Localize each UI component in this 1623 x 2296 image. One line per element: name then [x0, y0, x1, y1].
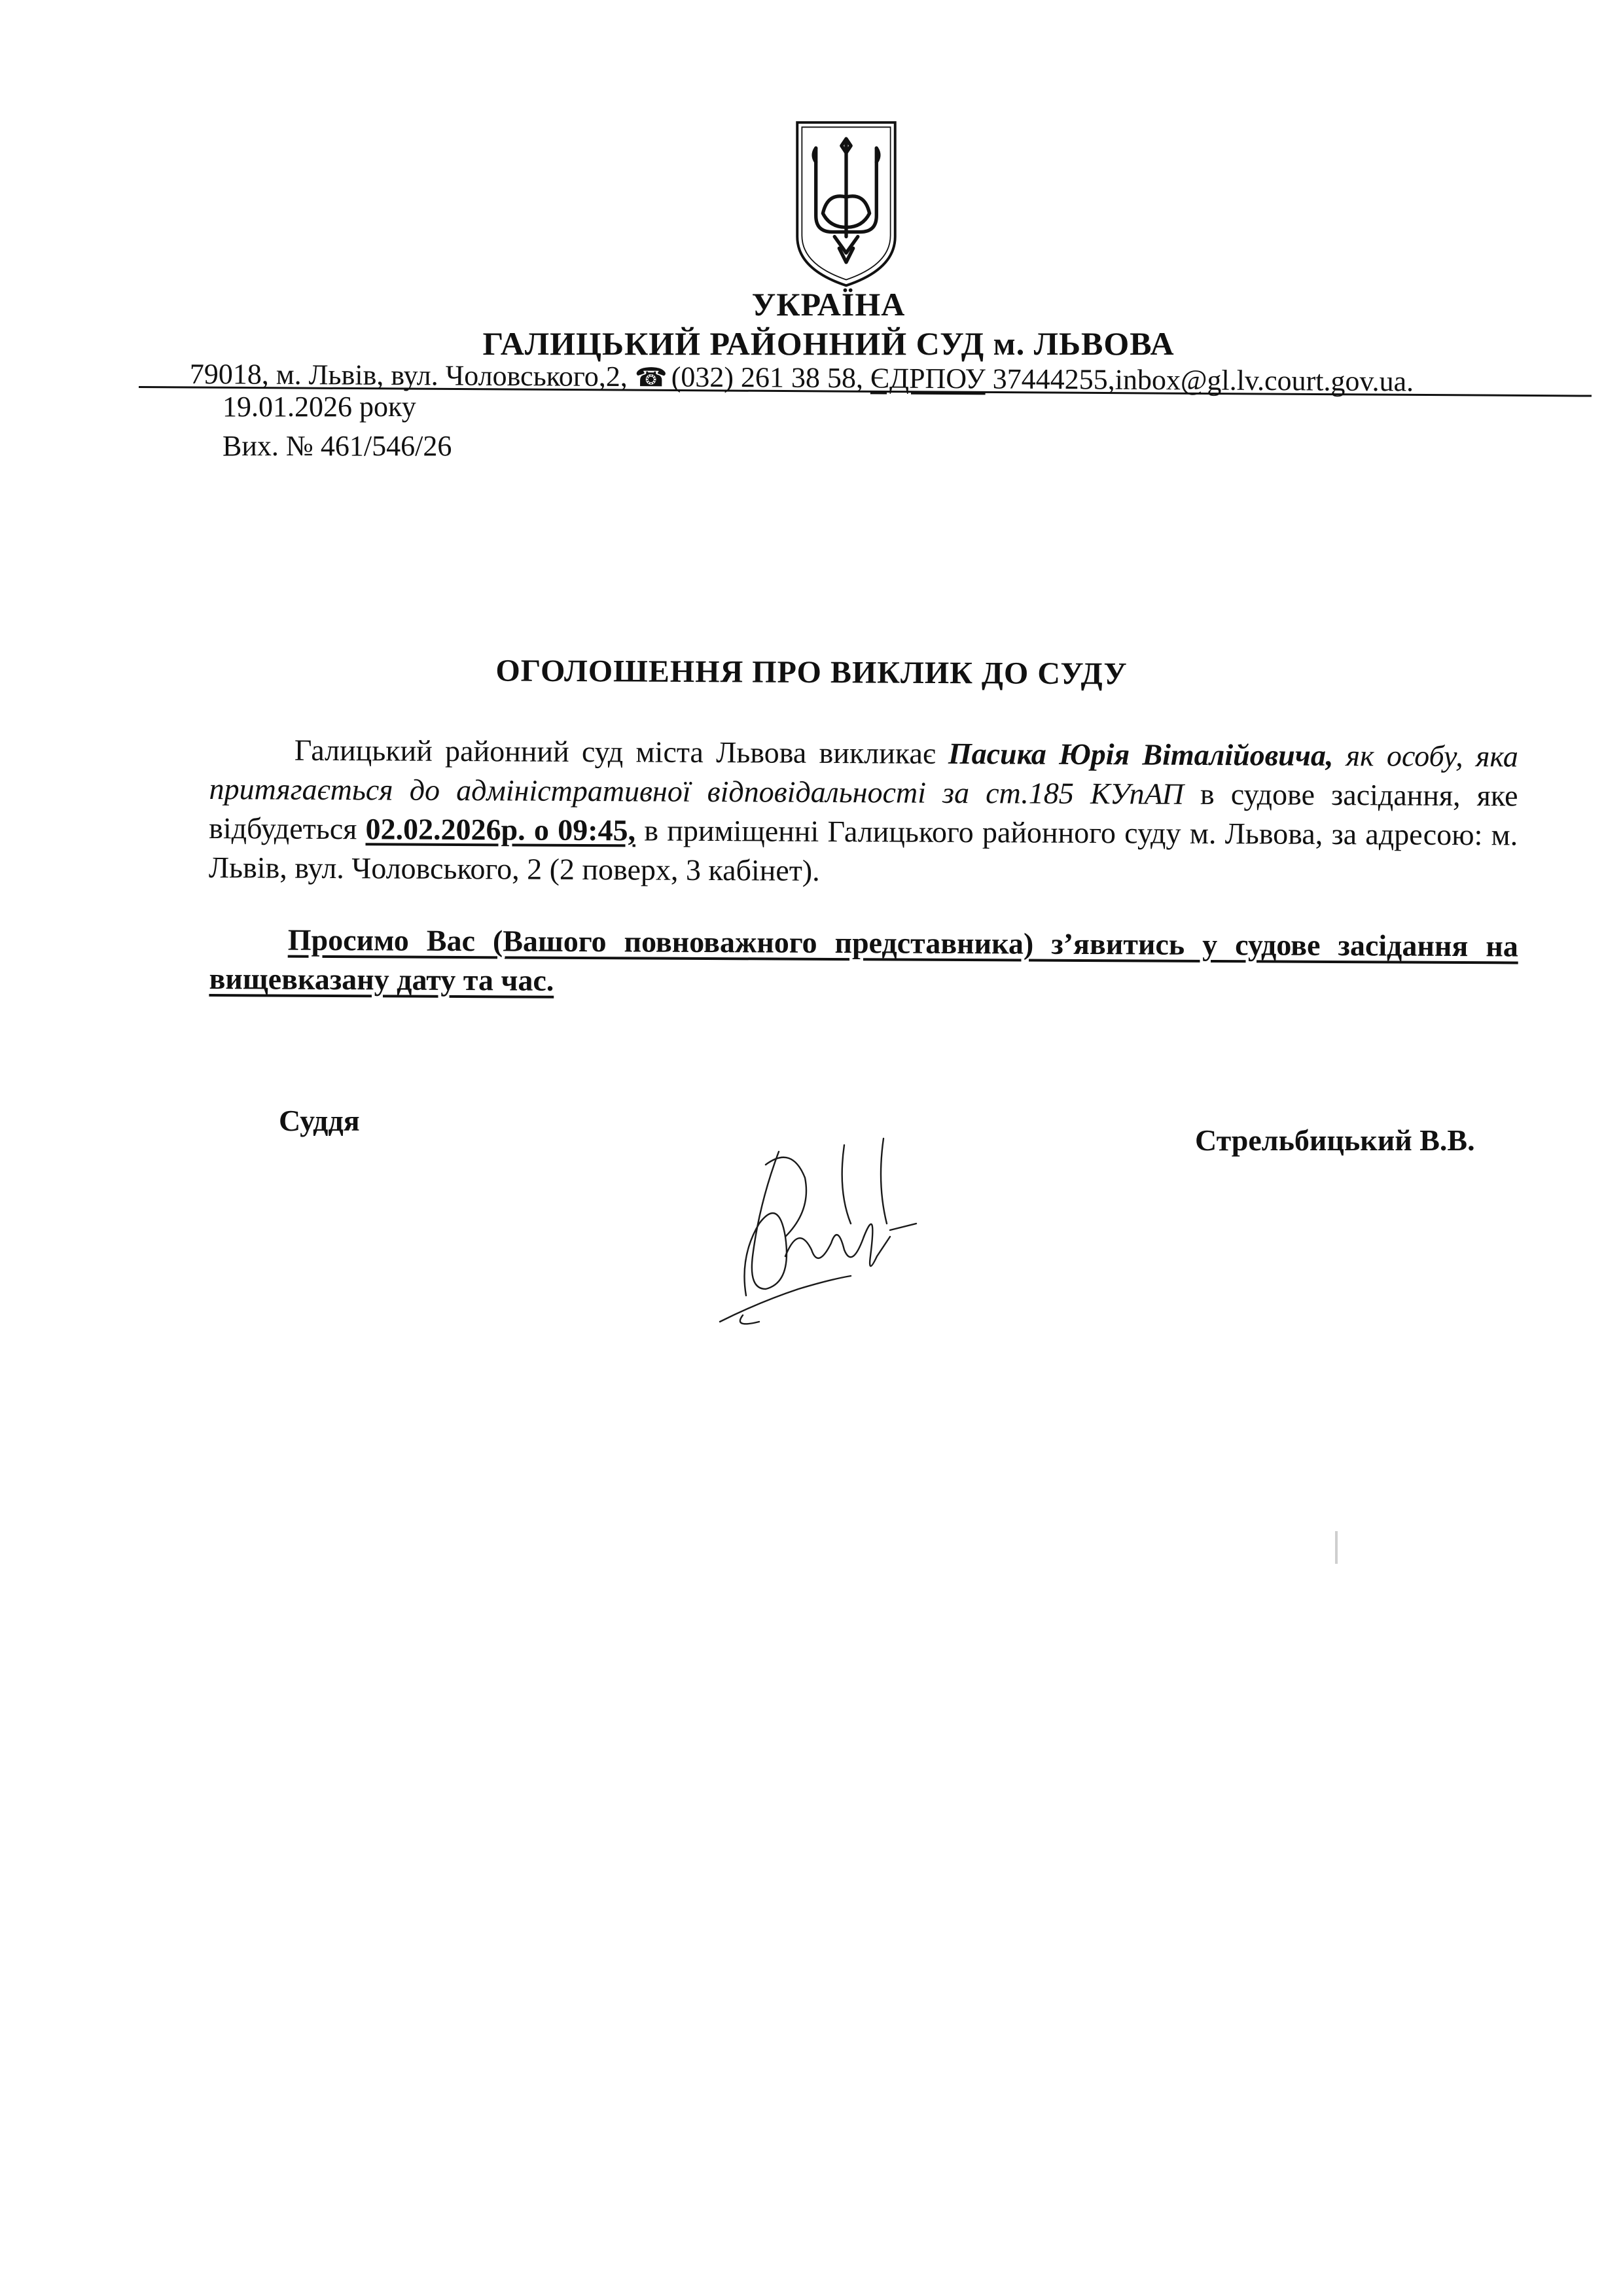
notice-title: ОГОЛОШЕННЯ ПРО ВИКЛИК ДО СУДУ — [495, 653, 1128, 692]
body-middle: в судове засідання, яке відбудеться — [209, 777, 1518, 846]
court-phone: (032) 261 38 58, — [671, 361, 864, 395]
judge-name: Стрельбицький В.В. — [1195, 1123, 1475, 1157]
notice-body — [209, 730, 1518, 894]
judge-label: Суддя — [279, 1104, 360, 1137]
body-end: в приміщенні Галицького районного суду м. Львова, за адресою: м. Львів, вул. Чоловського, 2 (2 поверх, 3 кабінет). — [208, 813, 1518, 887]
document-date: 19.01.2026 року — [223, 391, 416, 423]
trident-emblem-icon — [788, 115, 904, 291]
hearing-datetime: 02.02.2026р. о 09:45, — [365, 812, 636, 847]
edrpou-label: ЄДРПОУ — [870, 362, 986, 395]
scan-artifact — [1335, 1531, 1338, 1564]
outgoing-number: Вих. № 461/546/26 — [223, 430, 452, 462]
appearance-request: Просимо Вас (Вашого повноважного представника) з’явитись у судове засідання на вищевказану дату та час. — [209, 923, 1518, 997]
court-name: ГАЛИЦЬКИЙ РАЙОННИЙ СУД м. ЛЬВОВА — [482, 325, 1175, 362]
body-start: Галицький районний суд міста Львова викликає — [294, 733, 949, 770]
court-address: 79018, м. Львів, вул. Чоловського,2, — [189, 358, 628, 393]
country-title: УКРАЇНА — [751, 286, 906, 323]
handwritten-signature — [681, 1125, 942, 1341]
telephone-icon: ☎ — [634, 362, 668, 393]
person-role: як особу, яка притягається до адміністративної відповідальності за ст.185 КУпАП — [209, 738, 1518, 811]
edrpou-and-email: 37444255,inbox@gl.lv.court.gov.ua. — [985, 362, 1414, 398]
person-name: Пасика Юрія Віталійовича, — [948, 736, 1334, 772]
